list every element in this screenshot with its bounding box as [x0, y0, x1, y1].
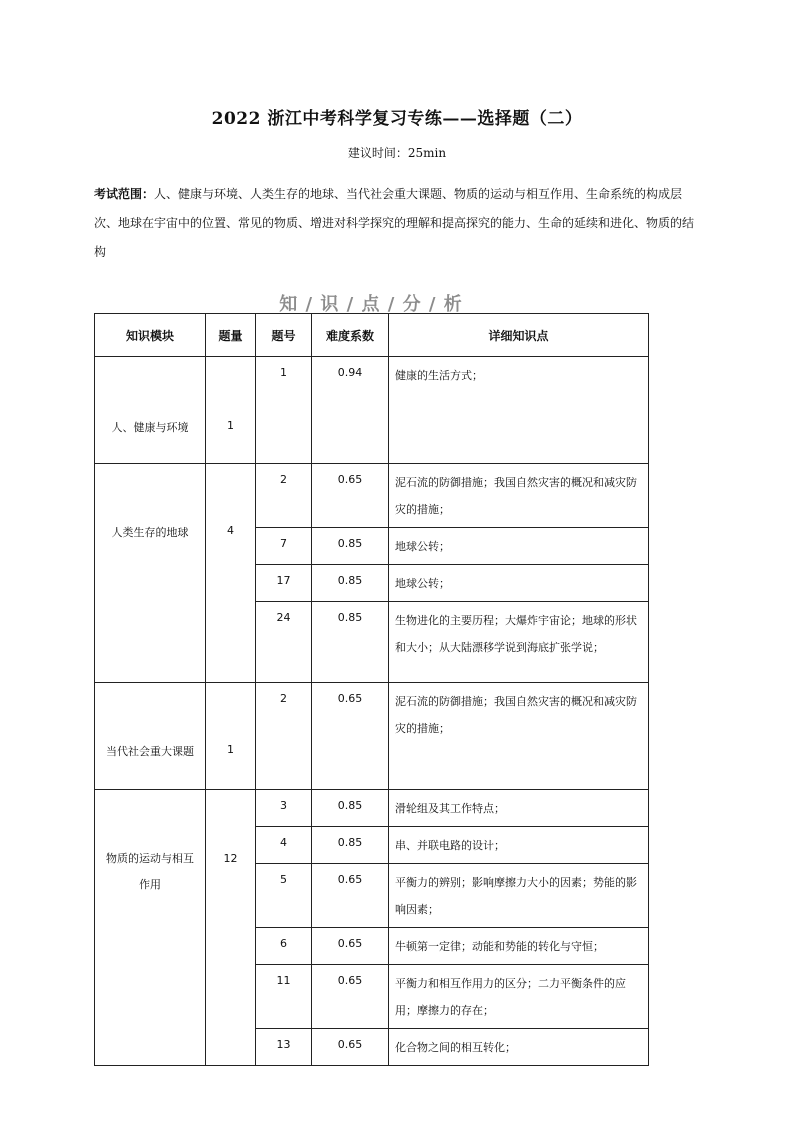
exam-scope [94, 180, 704, 267]
module-cell: 当代社会重大课题 [95, 683, 206, 790]
difficulty-cell: 0.85 [312, 827, 389, 864]
header-count: 题量 [206, 314, 256, 357]
document-title: 2022 浙江中考科学复习专练——选择题（二） [211, 109, 583, 129]
number-cell: 3 [256, 790, 312, 827]
detail-cell: 泥石流的防御措施；我国自然灾害的概况和减灾防灾的措施； [389, 683, 649, 790]
difficulty-cell: 0.85 [312, 565, 389, 602]
detail-cell: 生物进化的主要历程；大爆炸宇宙论；地球的形状和大小；从大陆漂移学说到海底扩张学说； [389, 602, 649, 683]
table-row [95, 790, 649, 827]
count-cell: 12 [206, 790, 256, 1066]
detail-cell: 串、并联电路的设计； [389, 827, 649, 864]
difficulty-cell: 0.65 [312, 965, 389, 1029]
module-cell: 人类生存的地球 [95, 464, 206, 683]
detail-cell: 地球公转； [389, 565, 649, 602]
difficulty-cell: 0.85 [312, 602, 389, 683]
count-cell: 1 [206, 683, 256, 790]
section-banner: 知 / 识 / 点 / 分 / 析 [279, 294, 463, 315]
difficulty-cell: 0.85 [312, 528, 389, 565]
number-cell: 6 [256, 928, 312, 965]
detail-cell: 平衡力和相互作用力的区分；二力平衡条件的应用；摩擦力的存在； [389, 965, 649, 1029]
difficulty-cell: 0.65 [312, 864, 389, 928]
module-cell: 物质的运动与相互作用 [95, 790, 206, 1066]
header-module: 知识模块 [95, 314, 206, 357]
difficulty-cell: 0.65 [312, 683, 389, 790]
difficulty-cell: 0.85 [312, 790, 389, 827]
exam-scope-label: 考试范围： [94, 187, 155, 201]
detail-cell: 平衡力的辨别；影响摩擦力大小的因素；势能的影响因素； [389, 864, 649, 928]
number-cell: 17 [256, 565, 312, 602]
number-cell: 11 [256, 965, 312, 1029]
number-cell: 4 [256, 827, 312, 864]
count-cell: 1 [206, 357, 256, 464]
number-cell: 1 [256, 357, 312, 464]
table-header-row [95, 314, 649, 357]
detail-cell: 牛顿第一定律；动能和势能的转化与守恒； [389, 928, 649, 965]
detail-cell: 化合物之间的相互转化； [389, 1029, 649, 1066]
table-row [95, 683, 649, 790]
exam-scope-text: 人、健康与环境、人类生存的地球、当代社会重大课题、物质的运动与相互作用、生命系统的构成层次、地球在宇宙中的位置、常见的物质、增进对科学探究的理解和提高探究的能力、生命的延续和进化、物质的结构 [94, 187, 695, 259]
module-cell: 人、健康与环境 [95, 357, 206, 464]
table-row [95, 464, 649, 528]
suggested-time: 建议时间：25min [347, 146, 447, 160]
number-cell: 5 [256, 864, 312, 928]
header-detail: 详细知识点 [389, 314, 649, 357]
detail-cell: 健康的生活方式； [389, 357, 649, 464]
detail-cell: 地球公转； [389, 528, 649, 565]
difficulty-cell: 0.94 [312, 357, 389, 464]
number-cell: 2 [256, 464, 312, 528]
number-cell: 13 [256, 1029, 312, 1066]
table-row [95, 357, 649, 464]
knowledge-table [94, 313, 649, 1066]
header-number: 题号 [256, 314, 312, 357]
count-cell: 4 [206, 464, 256, 683]
detail-cell: 泥石流的防御措施；我国自然灾害的概况和减灾防灾的措施； [389, 464, 649, 528]
number-cell: 7 [256, 528, 312, 565]
difficulty-cell: 0.65 [312, 464, 389, 528]
number-cell: 24 [256, 602, 312, 683]
difficulty-cell: 0.65 [312, 1029, 389, 1066]
number-cell: 2 [256, 683, 312, 790]
difficulty-cell: 0.65 [312, 928, 389, 965]
header-difficulty: 难度系数 [312, 314, 389, 357]
detail-cell: 滑轮组及其工作特点； [389, 790, 649, 827]
